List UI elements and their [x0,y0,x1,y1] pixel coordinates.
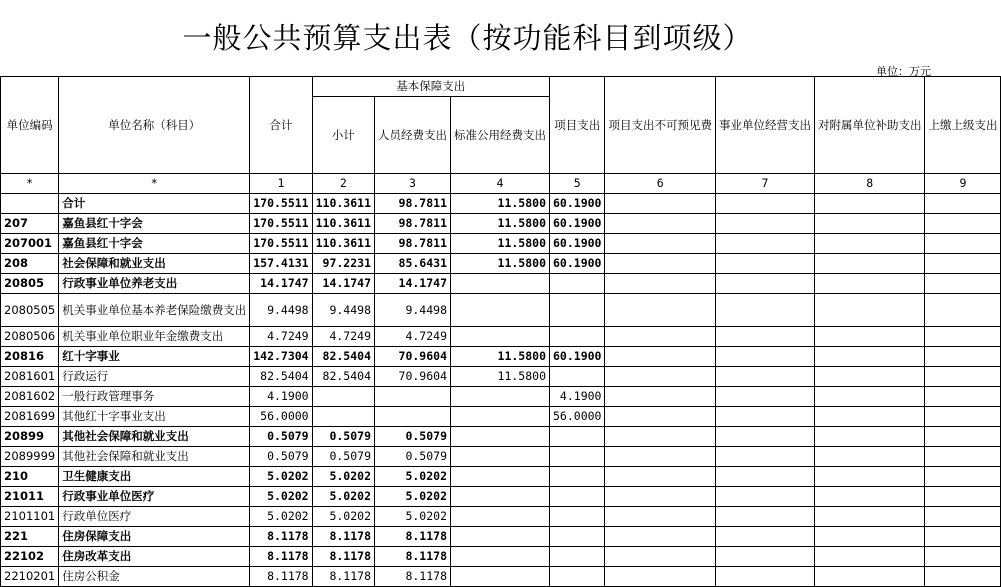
index-cell: * [59,174,250,194]
cell-value: 97.2231 [312,254,374,274]
cell-value [451,294,550,327]
cell-name: 其他红十字事业支出 [59,407,250,427]
cell-value [925,567,1001,587]
header-personnel: 人员经费支出 [375,97,451,174]
cell-value [925,427,1001,447]
cell-value [925,487,1001,507]
cell-value [925,447,1001,467]
cell-value: 8.1178 [250,547,312,567]
table-row [1,407,1001,427]
cell-code: 2089999 [1,447,59,467]
cell-value: 170.5511 [250,214,312,234]
index-cell: 5 [550,174,605,194]
cell-value [605,547,716,567]
cell-value [550,527,605,547]
cell-value [715,547,814,567]
cell-value [814,487,925,507]
cell-name: 卫生健康支出 [59,467,250,487]
cell-value: 8.1178 [312,547,374,567]
cell-value: 9.4498 [250,294,312,327]
cell-value [925,254,1001,274]
cell-value: 8.1178 [312,567,374,587]
cell-value [550,294,605,327]
header-project: 项目支出 [550,77,605,174]
cell-value [451,427,550,447]
cell-value [715,487,814,507]
cell-value: 5.0202 [312,507,374,527]
cell-value [451,487,550,507]
cell-value: 5.0202 [375,487,451,507]
cell-value [550,274,605,294]
table-row [1,347,1001,367]
cell-value: 5.0202 [375,467,451,487]
table-row [1,427,1001,447]
cell-value [814,447,925,467]
cell-value [605,234,716,254]
cell-value [550,507,605,527]
cell-value [451,407,550,427]
cell-value [550,367,605,387]
cell-value [550,327,605,347]
cell-code: 21011 [1,487,59,507]
cell-value [605,487,716,507]
cell-value: 0.5079 [312,427,374,447]
cell-name: 住房保障支出 [59,527,250,547]
cell-value [550,547,605,567]
cell-value [814,294,925,327]
table-row [1,327,1001,347]
table-row [1,447,1001,467]
cell-value [605,294,716,327]
cell-value [925,327,1001,347]
cell-value: 98.7811 [375,234,451,254]
cell-value [605,254,716,274]
header-code: 单位编码 [1,77,59,174]
cell-value: 5.0202 [250,487,312,507]
index-cell: 3 [375,174,451,194]
cell-code: 22102 [1,547,59,567]
cell-value [925,367,1001,387]
cell-value [550,427,605,447]
cell-value [312,387,374,407]
cell-value [605,214,716,234]
cell-value [715,327,814,347]
cell-code: 20805 [1,274,59,294]
cell-value: 14.1747 [312,274,374,294]
cell-value [715,234,814,254]
cell-value: 4.7249 [375,327,451,347]
cell-value [715,567,814,587]
cell-value [814,367,925,387]
cell-name: 社会保障和就业支出 [59,254,250,274]
cell-value [451,447,550,467]
cell-code: 2080505 [1,294,59,327]
cell-value: 11.5800 [451,214,550,234]
cell-value [605,347,716,367]
cell-value [814,387,925,407]
cell-value [715,447,814,467]
cell-code: 2101101 [1,507,59,527]
cell-value [451,507,550,527]
cell-value [814,234,925,254]
cell-name: 住房改革支出 [59,547,250,567]
cell-value: 98.7811 [375,214,451,234]
cell-value [550,447,605,467]
index-cell: 4 [451,174,550,194]
cell-value [814,427,925,447]
index-cell: 2 [312,174,374,194]
cell-value: 82.5404 [250,367,312,387]
table-row [1,234,1001,254]
unit-label: 单位：万元 [876,65,931,78]
cell-value [715,254,814,274]
cell-value: 11.5800 [451,234,550,254]
header-row-1 [1,77,1001,97]
cell-value [814,254,925,274]
table-row [1,487,1001,507]
cell-value [605,427,716,447]
cell-code: 210 [1,467,59,487]
cell-value [715,347,814,367]
cell-value [605,507,716,527]
cell-value [550,467,605,487]
cell-value [925,547,1001,567]
cell-code: 2081601 [1,367,59,387]
cell-value: 8.1178 [250,527,312,547]
index-cell: * [1,174,59,194]
cell-value: 85.6431 [375,254,451,274]
cell-code: 207 [1,214,59,234]
header-upper: 上缴上级支出 [925,77,1001,174]
table-row [1,294,1001,327]
cell-value [925,387,1001,407]
cell-value: 60.1900 [550,254,605,274]
cell-value: 60.1900 [550,347,605,367]
table-row [1,467,1001,487]
cell-value [814,327,925,347]
cell-value [451,274,550,294]
cell-value [925,274,1001,294]
index-cell: 7 [715,174,814,194]
cell-value: 0.5079 [375,427,451,447]
cell-name: 行政单位医疗 [59,507,250,527]
cell-value [814,467,925,487]
header-total: 合计 [250,77,312,174]
cell-value [605,527,716,547]
cell-value: 56.0000 [250,407,312,427]
cell-value: 170.5511 [250,234,312,254]
cell-code [1,194,59,214]
cell-value [925,294,1001,327]
header-unforeseen: 项目支出不可预见费 [605,77,716,174]
table-row [1,274,1001,294]
index-cell: 8 [814,174,925,194]
cell-value [925,467,1001,487]
cell-name: 其他社会保障和就业支出 [59,447,250,467]
cell-value: 0.5079 [250,427,312,447]
cell-code: 20816 [1,347,59,367]
cell-value [550,487,605,507]
cell-value: 11.5800 [451,254,550,274]
cell-code: 208 [1,254,59,274]
cell-value: 60.1900 [550,234,605,254]
table-row [1,194,1001,214]
cell-name: 机关事业单位基本养老保险缴费支出 [59,294,250,327]
cell-value [814,407,925,427]
cell-value [550,567,605,587]
cell-value [605,567,716,587]
cell-value: 98.7811 [375,194,451,214]
cell-name: 合计 [59,194,250,214]
cell-value [925,507,1001,527]
cell-value [715,527,814,547]
cell-value [605,387,716,407]
cell-name: 行政运行 [59,367,250,387]
cell-value [605,274,716,294]
cell-value [715,274,814,294]
cell-name: 行政事业单位医疗 [59,487,250,507]
cell-value [451,327,550,347]
header-name: 单位名称（科目） [59,77,250,174]
cell-value [715,467,814,487]
cell-value: 4.1900 [250,387,312,407]
cell-value: 8.1178 [375,527,451,547]
table-row [1,214,1001,234]
cell-value [605,407,716,427]
cell-value [814,507,925,527]
cell-value: 5.0202 [250,467,312,487]
cell-value: 5.0202 [375,507,451,527]
cell-value: 8.1178 [375,547,451,567]
cell-name: 嘉鱼县红十字会 [59,234,250,254]
cell-value [925,234,1001,254]
cell-value: 11.5800 [451,194,550,214]
cell-value: 0.5079 [375,447,451,467]
cell-value [814,347,925,367]
cell-value [715,407,814,427]
index-cell: 6 [605,174,716,194]
header-standard: 标准公用经费支出 [451,97,550,174]
index-cell: 1 [250,174,312,194]
cell-code: 2080506 [1,327,59,347]
cell-value [715,507,814,527]
cell-value [814,214,925,234]
cell-value [814,527,925,547]
cell-name: 行政事业单位养老支出 [59,274,250,294]
cell-value [814,274,925,294]
cell-value [715,427,814,447]
cell-code: 207001 [1,234,59,254]
cell-value: 70.9604 [375,347,451,367]
cell-value: 110.3611 [312,214,374,234]
cell-value [605,447,716,467]
cell-value [715,387,814,407]
cell-value [375,407,451,427]
cell-value: 157.4131 [250,254,312,274]
cell-value: 5.0202 [312,467,374,487]
cell-value: 170.5511 [250,194,312,214]
cell-name: 机关事业单位职业年金缴费支出 [59,327,250,347]
cell-code: 20899 [1,427,59,447]
cell-value: 11.5800 [451,367,550,387]
cell-value [605,467,716,487]
cell-name: 嘉鱼县红十字会 [59,214,250,234]
table-row [1,527,1001,547]
table-row [1,387,1001,407]
table-row [1,367,1001,387]
cell-value: 82.5404 [312,347,374,367]
cell-value: 5.0202 [250,507,312,527]
cell-value [925,527,1001,547]
cell-value [312,407,374,427]
cell-value: 60.1900 [550,214,605,234]
cell-value [451,547,550,567]
cell-value: 5.0202 [312,487,374,507]
cell-value: 0.5079 [312,447,374,467]
header-subtotal: 小计 [312,97,374,174]
cell-value [451,567,550,587]
cell-value: 110.3611 [312,194,374,214]
cell-value [925,214,1001,234]
cell-code: 2210201 [1,567,59,587]
cell-value [605,194,716,214]
cell-value [451,467,550,487]
table-row [1,507,1001,527]
cell-value [814,547,925,567]
budget-table [0,76,1001,587]
cell-value: 14.1747 [375,274,451,294]
cell-value: 0.5079 [250,447,312,467]
cell-name: 一般行政管理事务 [59,387,250,407]
header-subsidy: 对附属单位补助支出 [814,77,925,174]
cell-value [375,387,451,407]
cell-value [925,347,1001,367]
cell-value [715,367,814,387]
cell-value [925,194,1001,214]
cell-name: 其他社会保障和就业支出 [59,427,250,447]
cell-value [451,527,550,547]
cell-value: 4.1900 [550,387,605,407]
cell-code: 221 [1,527,59,547]
header-business: 事业单位经营支出 [715,77,814,174]
index-cell: 9 [925,174,1001,194]
cell-value [605,367,716,387]
table-row [1,254,1001,274]
cell-value: 142.7304 [250,347,312,367]
cell-value [925,407,1001,427]
cell-value: 8.1178 [375,567,451,587]
cell-value: 9.4498 [312,294,374,327]
cell-code: 2081602 [1,387,59,407]
cell-value [715,214,814,234]
index-row [1,174,1001,194]
cell-value: 60.1900 [550,194,605,214]
cell-value: 82.5404 [312,367,374,387]
cell-value: 11.5800 [451,347,550,367]
cell-value: 8.1178 [312,527,374,547]
cell-value [814,194,925,214]
header-basic: 基本保障支出 [312,77,549,97]
cell-value [715,294,814,327]
cell-value: 14.1747 [250,274,312,294]
cell-name: 红十字事业 [59,347,250,367]
cell-value: 8.1178 [250,567,312,587]
table-row [1,567,1001,587]
cell-code: 2081699 [1,407,59,427]
table-row [1,547,1001,567]
cell-value [605,327,716,347]
page-title: 一般公共预算支出表（按功能科目到项级） [182,21,753,55]
cell-value: 56.0000 [550,407,605,427]
cell-value: 9.4498 [375,294,451,327]
cell-value [814,567,925,587]
cell-value [451,387,550,407]
cell-value: 4.7249 [250,327,312,347]
cell-name: 住房公积金 [59,567,250,587]
cell-value: 4.7249 [312,327,374,347]
cell-value [715,194,814,214]
cell-value: 70.9604 [375,367,451,387]
cell-value: 110.3611 [312,234,374,254]
